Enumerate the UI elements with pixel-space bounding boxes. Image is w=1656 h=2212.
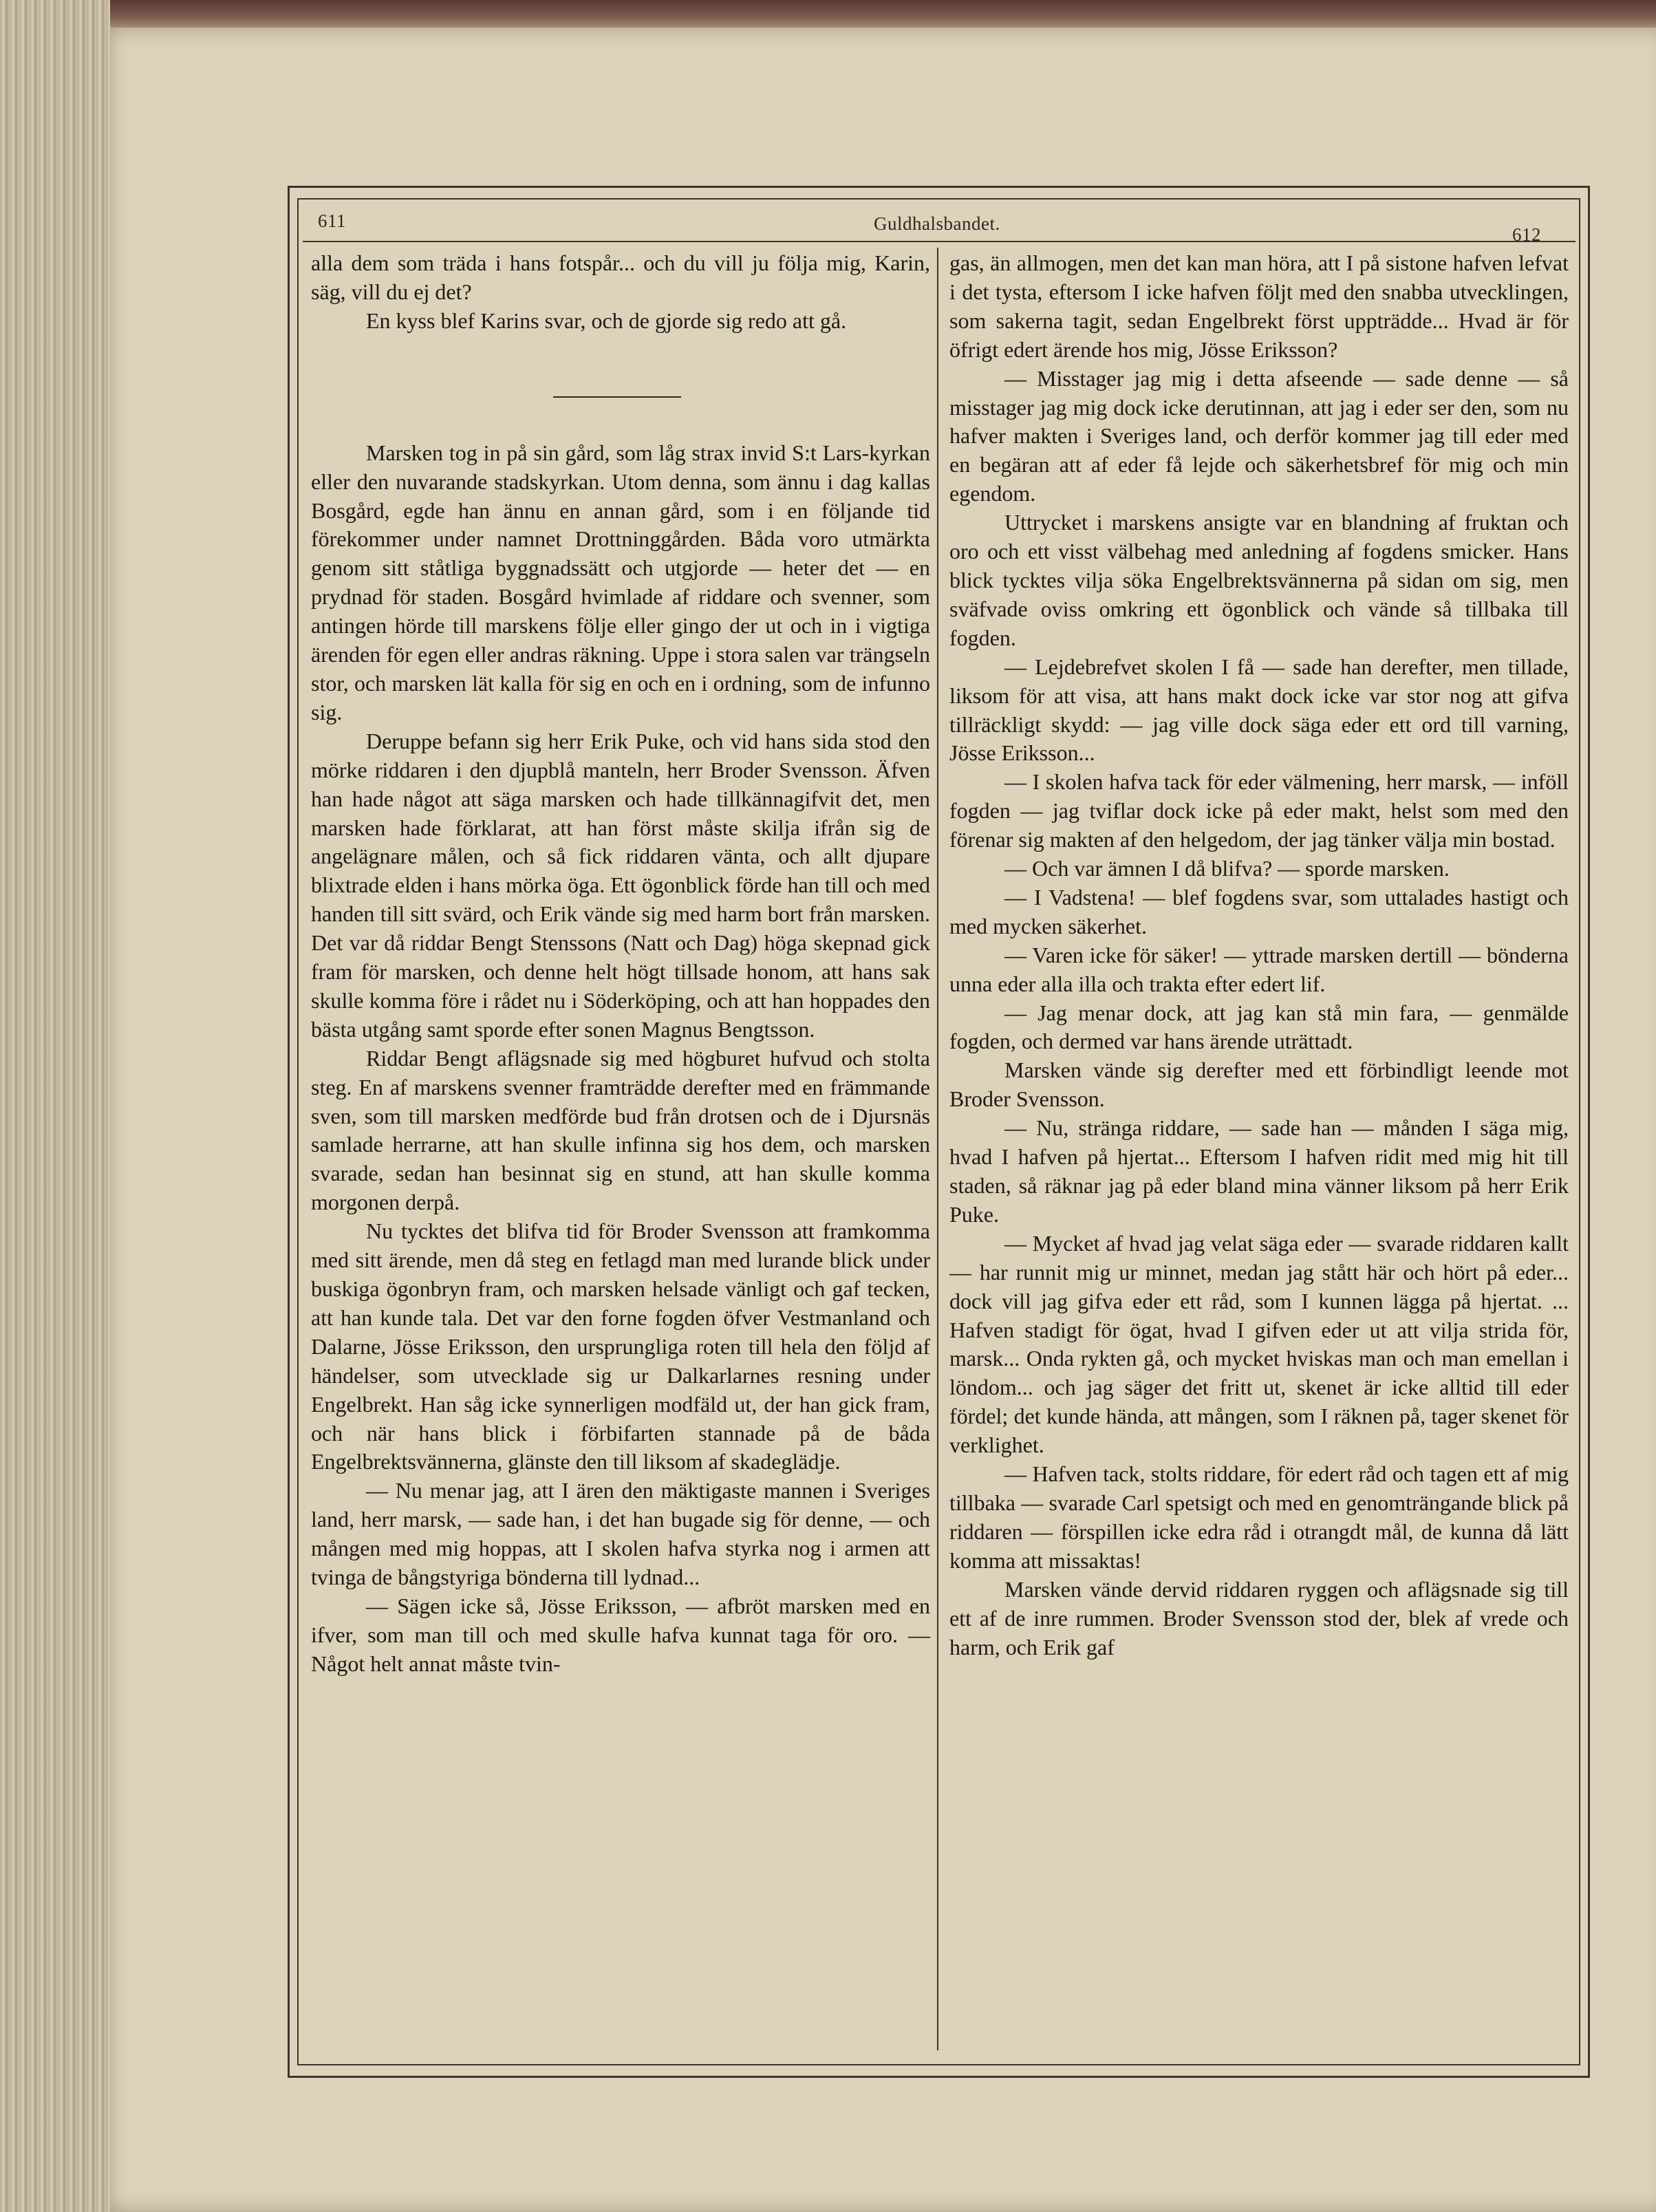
header-rule bbox=[303, 241, 1576, 242]
left-text-column bbox=[311, 249, 930, 1679]
paragraph: — I skolen hafva tack för eder välmening, herr marsk, — inföll fogden — jag tviflar dock icke på eder makt, helst som med den förenar sig makten af den helgedom, der jag tänker välja min bostad. bbox=[949, 769, 1569, 852]
paragraph: alla dem som träda i hans fotspår... och du vill ju följa mig, Karin, säg, vill du ej det? bbox=[311, 250, 930, 304]
paragraph: — Lejdebrefvet skolen I få — sade han derefter, men tillade, liksom för att visa, att hans makt dock icke var stor nog att gifva tillräckligt skydd: — jag ville dock säga eder ett ord till varning, Jösse Eriksson... bbox=[949, 654, 1569, 766]
paragraph: — Och var ämnen I då blifva? — sporde marsken. bbox=[1004, 856, 1450, 881]
paragraph: Marsken vände dervid riddaren ryggen och aflägsnade sig till ett af de inre rummen. Broder Svensson stod der, blek af vrede och harm, och Erik gaf bbox=[949, 1576, 1569, 1660]
paragraph: — Jag menar dock, att jag kan stå min fara, — genmälde fogden, och dermed var hans ärende uträttadt. bbox=[949, 1000, 1569, 1054]
page-number-right: 612 bbox=[1512, 224, 1541, 245]
paragraph: Uttrycket i marskens ansigte var en blandning af fruktan och oro och ett visst välbehag med anledning af fogdens smicker. Hans blick tycktes vilja söka Engelbrektsvännerna på sidan om sig, men sväfvade oviss omkring ett ögonblick och vände så tillbaka till fogden. bbox=[949, 510, 1569, 650]
paragraph: — Misstager jag mig i detta afseende — sade denne — så misstager jag mig dock icke derutinnan, att jag i eder ser den, som nu hafver makten i Sveriges land, och derför kommer jag till eder med en begäran att af eder få lejde och säkerhetsbref för mig och min egendom. bbox=[949, 365, 1569, 506]
paragraph: Marsken vände sig derefter med ett förbindligt leende mot Broder Svensson. bbox=[949, 1057, 1569, 1112]
paragraph: En kyss blef Karins svar, och de gjorde sig redo att gå. bbox=[366, 308, 847, 333]
column-divider bbox=[937, 248, 938, 2050]
right-text-column bbox=[949, 249, 1569, 1662]
paragraph: Nu tycktes det blifva tid för Broder Svensson att framkomma med sitt ärende, men då steg en fetlagd man med lurande blick under buskiga ögonbryn fram, och marsken helsade vänligt och gaf tecken, att han kunde tala. Det var den forne fogden öfver Vestmanland och Dalarne, Jösse Eriksson, den ursprungliga roten till hela den följd af händelser, som utvecklade sig ur Dalkarlarnes resning under Engelbrekt. Han såg icke synnerligen modfäld ut, der han gick fram, och när hans blick i förbifarten stannade på de båda Engelbrektsvännerna, glänste den till liksom af skadeglädje. bbox=[311, 1218, 930, 1474]
stacked-page-edges bbox=[0, 0, 110, 2212]
running-title: Guldhalsbandet. bbox=[874, 213, 1000, 234]
paragraph: — Nu menar jag, att I ären den mäktigaste mannen i Sveriges land, herr marsk, — sade han, i det han bugade sig för denne, — och mången med mig hoppas, att I skolen hafva styrka nog i armen att tvinga de bångstyriga bönderna till lydnad... bbox=[311, 1478, 930, 1590]
paragraph: Deruppe befann sig herr Erik Puke, och vid hans sida stod den mörke riddaren i den djupblå manteln, herr Broder Svensson. Äfven han hade något att säga marsken och hade tillkännagifvit det, men marsken hade förklarat, att han först måste skilja ifrån sig de angelägnare målen, och så fick riddaren vänta, och allt djupare blixtrade elden i hans mörka öga. Ett ögonblick förde han till och med handen till sitt svärd, och Erik vände sig med harm bort från marsken. Det var då riddar Bengt Stenssons (Natt och Dag) höga skepnad gick fram för marsken, och denne helt högt tillsade honom, att hans sak skulle komma före i rådet nu i Söderköping, och att han hoppades den bästa utgång samt sporde efter sonen Magnus Bengtsson. bbox=[311, 728, 930, 1042]
paragraph: Marsken tog in på sin gård, som låg strax invid S:t Lars-kyrkan eller den nuvarande stadskyrkan. Utom denna, som ännu i dag kallas Bosgård, egde han ännu en annan gård, som i en följande tid förekommer under namnet Drottninggården. Båda voro utmärkta genom sitt ståtliga byggnadssätt och utgjorde — heter det — en prydnad för staden. Bosgård hvimlade af riddare och svenner, som antingen hörde till marskens följe eller gingo der ut och in i vigtiga ärenden för egen eller andras räkning. Uppe i stora salen var trängseln stor, och marsken lät kalla för sig en och en i ordning, som de infunno sig. bbox=[311, 440, 930, 724]
paragraph: — Varen icke för säker! — yttrade marsken dertill — bönderna unna eder alla illa och trakta efter edert lif. bbox=[949, 942, 1569, 996]
paragraph: — Nu, stränga riddare, — sade han — månden I säga mig, hvad I hafven på hjertat... Eftersom I hafven ridit med mig hit till staden, så räknar jag på eder bland mina vänner liksom på herr Erik Puke. bbox=[949, 1115, 1569, 1227]
paragraph: gas, än allmogen, men det kan man höra, att I på sistone hafven lefvat i det tysta, eftersom I icke hafven följt med den snabba utvecklingen, som sakerna tagit, sedan Engelbrekt först uppträdde... Hvad är för öfrigt edert ärende hos mig, Jösse Eriksson? bbox=[949, 250, 1569, 362]
paragraph: — Hafven tack, stolts riddare, för edert råd och tagen ett af mig tillbaka — svarade Carl spetsigt och med en genomträngande blick på riddaren — förspillen icke edra råd i otrangdt mål, de kunna då lätt komma att missaktas! bbox=[949, 1461, 1569, 1573]
paragraph: — Sägen icke så, Jösse Eriksson, — afbröt marsken med en ifver, som man till och med skulle hafva kunnat taga för oro. — Något helt annat måste tvin- bbox=[311, 1593, 930, 1676]
page-number-left: 611 bbox=[318, 211, 346, 231]
book-top-edge bbox=[0, 0, 1656, 30]
paragraph: — Mycket af hvad jag velat säga eder — svarade riddaren kallt — har runnit mig ur minnet, medan jag stått här och hört på eder... dock vill jag gifva eder ett råd, som I kunnen lägga på hjertat. ... Hafven stadigt för ögat, hvad I gifven eder ut att vilja strida för, marsk... Onda rykten gå, och mycket hviskas man och man emellan i löndom... och jag säger det fritt ut, skenet är icke alltid till eder fördel; det kunde hända, att mången, som I räknen på, tager skenet för verklighet. bbox=[949, 1230, 1569, 1458]
paragraph: Riddar Bengt aflägsnade sig med högburet hufvud och stolta steg. En af marskens svenner framträdde derefter med en främmande sven, som till marsken medförde bud från drotsen och de i Djursnäs samlade herrarne, att han skulle infinna sig hos dem, och marsken svarade, sedan han besinnat sig en stund, att han skulle komma morgonen derpå. bbox=[311, 1045, 930, 1215]
paragraph: — I Vadstena! — blef fogdens svar, som uttalades hastigt och med mycken säkerhet. bbox=[949, 884, 1569, 938]
